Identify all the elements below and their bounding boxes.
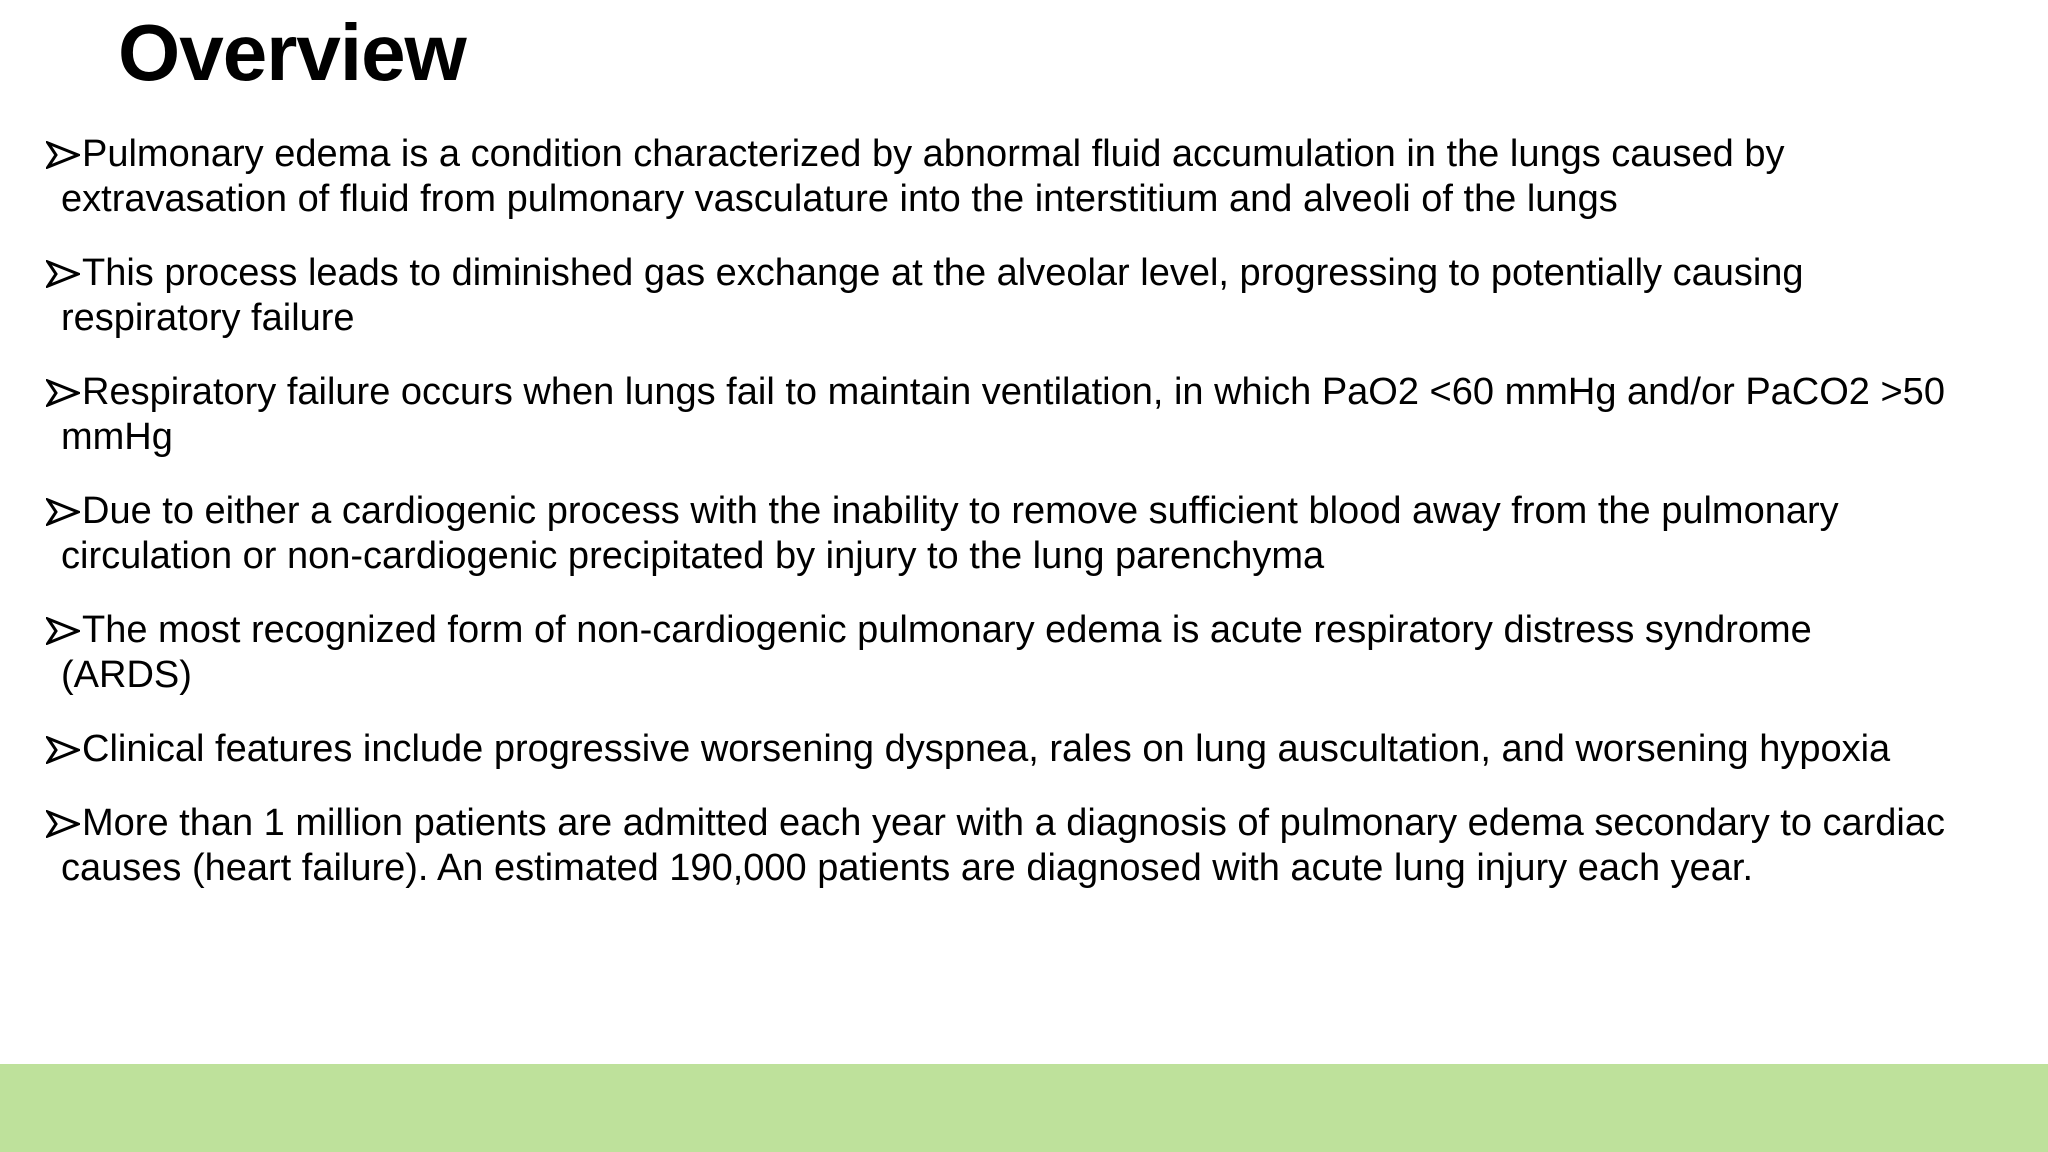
bullet-text: Respiratory failure occurs when lungs fail to maintain ventilation, in which PaO2 <60 mmHg and/or PaCO2 >50 mmHg	[61, 371, 1945, 458]
arrowhead-bullet-icon	[46, 608, 80, 645]
bullet-text: This process leads to diminished gas exchange at the alveolar level, progressing to potentially causing respiratory failure	[61, 252, 1804, 339]
bullet-text: Due to either a cardiogenic process with the inability to remove sufficient blood away from the pulmonary circulation or non-cardiogenic precipitated by injury to the lung parenchyma	[61, 490, 1839, 577]
bullet-item	[46, 132, 1946, 222]
bullet-item	[46, 251, 1946, 341]
arrowhead-bullet-icon	[46, 370, 80, 407]
bullet-text: More than 1 million patients are admitted each year with a diagnosis of pulmonary edema secondary to cardiac causes (heart failure). An estimated 190,000 patients are diagnosed with acute lung injury each year.	[61, 802, 1946, 889]
bullet-list	[46, 132, 1946, 920]
arrowhead-bullet-icon	[46, 801, 80, 838]
bullet-item	[46, 608, 1946, 698]
footer-band	[0, 1064, 2048, 1152]
slide-title: Overview	[118, 8, 466, 97]
arrowhead-bullet-icon	[46, 489, 80, 526]
arrowhead-bullet-icon	[46, 132, 80, 169]
arrowhead-bullet-icon	[46, 251, 80, 288]
bullet-item	[46, 801, 1946, 891]
bullet-item	[46, 489, 1946, 579]
bullet-item	[46, 727, 1946, 772]
bullet-item	[46, 370, 1946, 460]
bullet-text: Pulmonary edema is a condition characterized by abnormal fluid accumulation in the lungs caused by extravasation of fluid from pulmonary vasculature into the interstitium and alveoli of the lungs	[61, 133, 1785, 220]
bullet-text: Clinical features include progressive worsening dyspnea, rales on lung auscultation, and worsening hypoxia	[82, 728, 1891, 770]
arrowhead-bullet-icon	[46, 727, 80, 764]
bullet-text: The most recognized form of non-cardiogenic pulmonary edema is acute respiratory distress syndrome (ARDS)	[61, 609, 1812, 696]
